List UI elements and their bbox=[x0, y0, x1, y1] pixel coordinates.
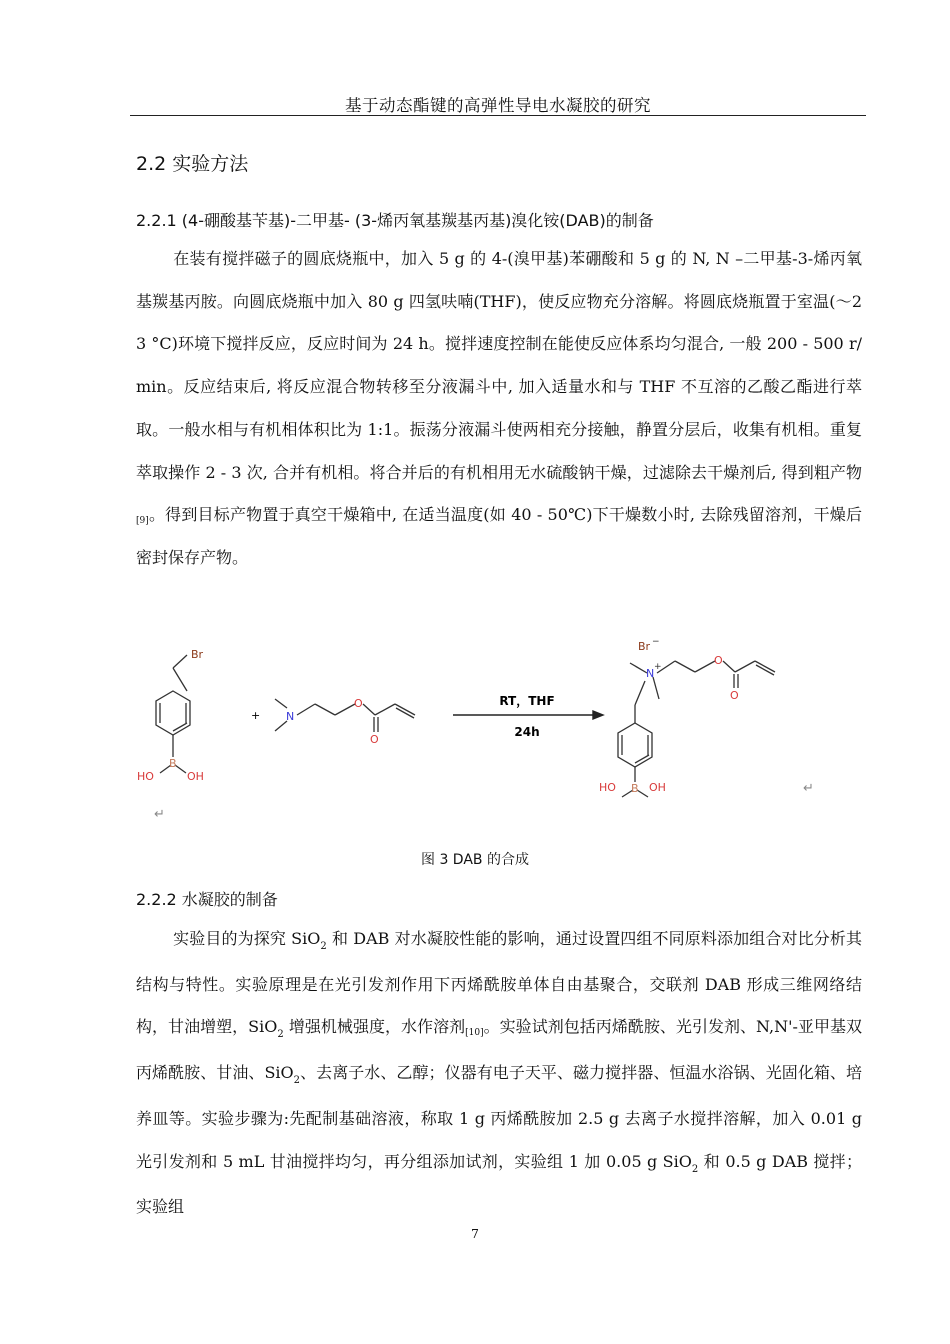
atom-hydroxyl-right: OH bbox=[187, 770, 204, 783]
section-title: 2.2 实验方法 bbox=[136, 153, 249, 175]
paragraph-text: 。实验试剂包括丙烯酰胺、光引发剂、N,N'-亚甲基双丙烯酰胺、甘油、SiO bbox=[136, 1017, 862, 1083]
paragraph-text: 和 0.5 g DAB 搅拌；实验组 bbox=[136, 1151, 862, 1217]
return-mark: ↵ bbox=[154, 807, 165, 822]
atom-hydroxyl-left: HO bbox=[137, 770, 154, 783]
product-dab bbox=[618, 661, 775, 797]
page-number: 7 bbox=[471, 1226, 479, 1241]
atom-ester-oxygen: O bbox=[714, 654, 723, 667]
paragraph-text: 在装有搅拌磁子的圆底烧瓶中，加入 5 g 的 4‑(溴甲基)苯硼酸和 5 g 的 N, N –二甲基‑3‑烯丙氧基羰基丙胺。向圆底烧瓶中加入 80 g 四氢呋喃(THF)，使反应物充分溶解。将圆底烧瓶置于室温(～23 °C)环境下搅拌反应，反应时间为 24 h。搅拌速度控制在能使反应体系均匀混合, 一般 200 - 500 r/min。反应结束后, 将反应混合物转移至分液漏斗中, 加入适量水和与 THF 不互溶的乙酸乙酯进行萃取。一般水相与有机相体积比为 1:1。振荡分液漏斗使两相充分接触，静置分层后，收集有机相。重复萃取操作 2 - 3 次, 合并有机相。将合并后的有机相用无水硫酸钠干燥，过滤除去干燥剂后, 得到粗产物 bbox=[136, 249, 862, 482]
paragraph-text: 增强机械强度，水作溶剂 bbox=[283, 1017, 466, 1037]
paragraph-text: 、去离子水、乙醇；仪器有电子天平、磁力搅拌器、恒温水浴锅、光固化箱、培养皿等。实验步骤为:先配制基础溶液，称取 1 g 丙烯酰胺加 2.5 g 去离子水搅拌溶解，加入 0.01 g 光引发剂和 5 mL 甘油搅拌均匀，再分组添加试剂，实验组 1 加 0.05 g SiO bbox=[136, 1063, 862, 1171]
condition-solvent-temp: RT，THF bbox=[499, 694, 555, 708]
atom-nitrogen: N bbox=[286, 710, 295, 723]
subscript: 2 bbox=[691, 1163, 699, 1175]
atom-ammonium-nitrogen: N bbox=[646, 667, 655, 680]
plus-sign: + bbox=[251, 709, 261, 722]
citation-ref: [10] bbox=[465, 1028, 484, 1039]
atom-hydroxyl-right: OH bbox=[649, 781, 666, 794]
paragraph-hydrogel-preparation bbox=[136, 918, 862, 1229]
charge-plus: + bbox=[654, 662, 662, 672]
atom-bromide: Br bbox=[638, 640, 651, 653]
reaction-scheme bbox=[135, 635, 865, 835]
reactant-bromomethylphenylboronic-acid bbox=[156, 655, 190, 773]
subsection-title-dab: 2.2.1 (4-硼酸基苄基)-二甲基- (3-烯丙氧基羰基丙基)溴化铵(DAB)的制备 bbox=[136, 211, 654, 230]
charge-minus: − bbox=[652, 637, 660, 647]
citation-ref: [9] bbox=[136, 516, 149, 527]
paragraph-text: 实验目的为探究 SiO bbox=[173, 929, 321, 948]
atom-carbonyl-oxygen: O bbox=[730, 689, 739, 702]
reaction-arrow bbox=[453, 711, 603, 719]
header-rule bbox=[130, 115, 866, 116]
atom-boron: B bbox=[169, 757, 177, 770]
atom-carbonyl-oxygen: O bbox=[370, 733, 379, 746]
atom-bromine: Br bbox=[191, 648, 204, 661]
subscript: 2 bbox=[277, 1029, 284, 1041]
paragraph-text: 。得到目标产物置于真空干燥箱中, 在适当温度(如 40 - 50℃)下干燥数小时, 去除残留溶剂，干燥后密封保存产物。 bbox=[136, 505, 862, 567]
running-header: 基于动态酯键的高弹性导电水凝胶的研究 bbox=[345, 96, 651, 115]
atom-hydroxyl-left: HO bbox=[599, 781, 616, 794]
paragraph-dab-preparation bbox=[136, 238, 862, 580]
subsection-title-hydrogel: 2.2.2 水凝胶的制备 bbox=[136, 890, 278, 909]
figure-caption: 图 3 DAB 的合成 bbox=[421, 852, 529, 868]
paragraph-text: 和 DAB 对水凝胶性能的影响，通过设置四组不同原料添加组合对比分析其结构与特性。实验原理是在光引发剂作用下丙烯酰胺单体自由基聚合，交联剂 DAB 形成三维网络结构，甘油增塑，SiO bbox=[136, 929, 862, 1037]
return-mark: ↵ bbox=[803, 781, 814, 796]
atom-boron: B bbox=[631, 782, 639, 795]
condition-time: 24h bbox=[514, 725, 540, 739]
atom-ester-oxygen: O bbox=[354, 697, 363, 710]
reactant-dimethylaminopropyl-acrylate bbox=[275, 699, 415, 732]
subscript: 2 bbox=[320, 941, 327, 952]
subscript: 2 bbox=[293, 1075, 301, 1087]
